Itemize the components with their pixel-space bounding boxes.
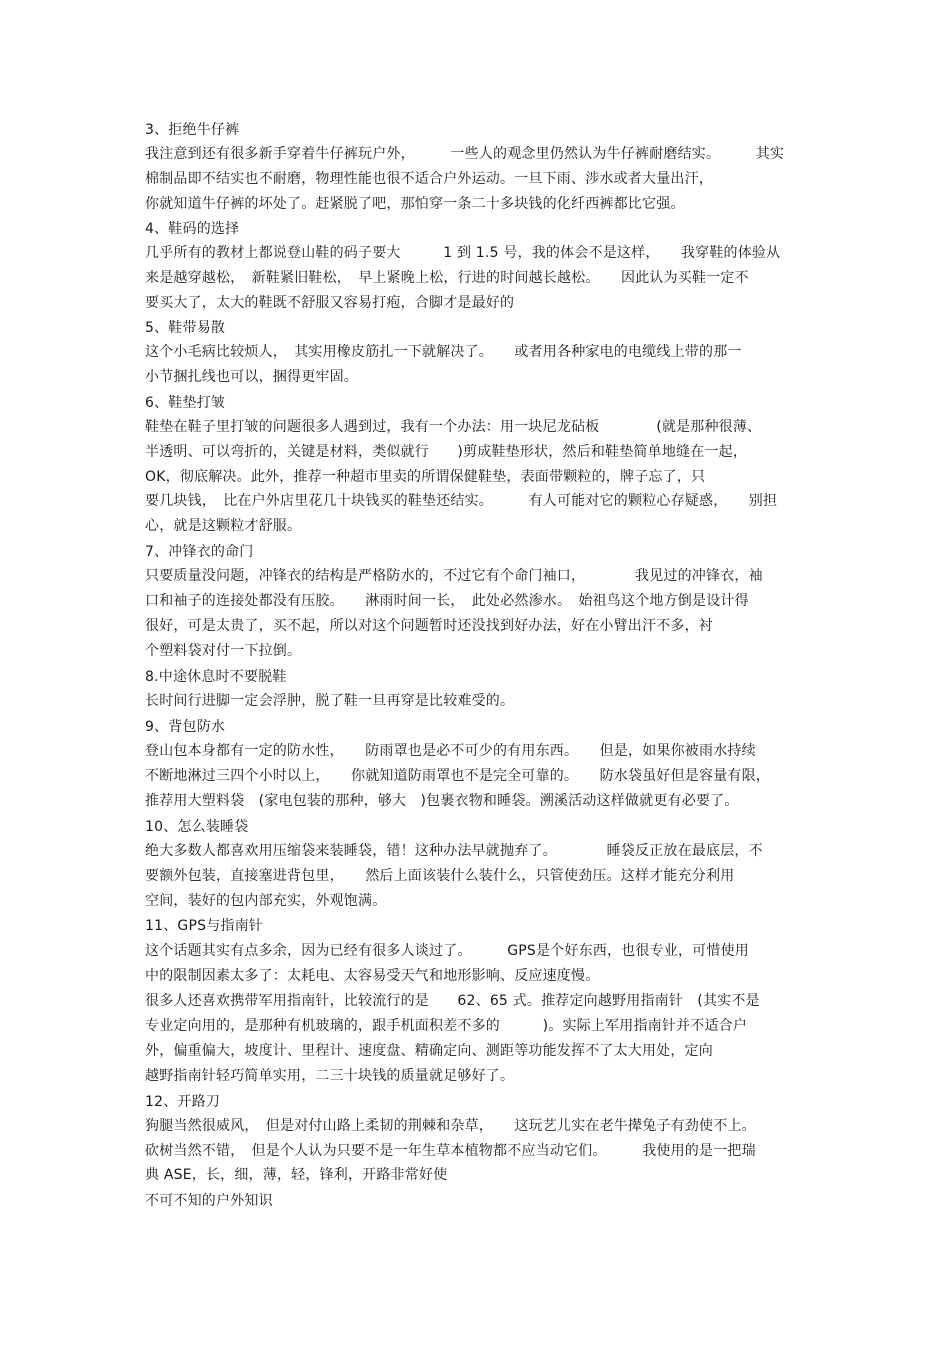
text-line: 越野指南针轻巧简单实用，二三十块钱的质量就足够好了。 xyxy=(145,1068,515,1084)
heading-jacket: 7、冲锋衣的命门 xyxy=(145,544,254,560)
text-line: 半透明、可以弯折的，关键是材料，类似就行 )剪成鞋垫形状，然后和鞋垫简单地缝在一起， xyxy=(145,444,748,460)
text-line: 你就知道牛仔裤的坏处了。赶紧脱了吧，那怕穿一条二十多块钱的化纤西裤都比它强。 xyxy=(145,196,685,212)
text-line: 我注意到还有很多新手穿着牛仔裤玩户外， 一些人的观念里仍然认为牛仔裤耐磨结实。 其实 xyxy=(145,146,785,162)
heading-shoelaces: 5、鞋带易散 xyxy=(145,320,226,336)
text-line: 绝大多数人都喜欢用压缩袋来装睡袋，错！这种办法早就抛弃了。 睡袋反正放在最底层，不 xyxy=(145,843,763,859)
text-line: 小节捆扎线也可以，捆得更牢固。 xyxy=(145,369,358,385)
text-line: 很多人还喜欢携带军用指南针，比较流行的是 62、65 式。推荐定向越野用指南针 (其实不是 xyxy=(145,993,760,1009)
text-line: 心，就是这颗粒才舒服。 xyxy=(145,518,302,534)
heading-machete: 12、开路刀 xyxy=(145,1094,221,1110)
text-line: 来是越穿越松， 新鞋紧旧鞋松， 早上紧晚上松，行进的时间越长越松。 因此认为买鞋一定不 xyxy=(145,270,749,286)
text-line: 外，偏重偏大，坡度计、里程计、速度盘、精确定向、测距等功能发挥不了太大用处，定向 xyxy=(145,1043,713,1059)
text-line: 砍树当然不错， 但是个人认为只要不是一年生草本植物都不应当动它们。 我使用的是一把瑞 xyxy=(145,1143,756,1159)
text-line: 登山包本身都有一定的防水性， 防雨罩也是必不可少的有用东西。 但是，如果你被雨水持续 xyxy=(145,743,756,759)
text-line: 很好，可是太贵了，买不起，所以对这个问题暂时还没找到好办法，好在小臂出汗不多，衬 xyxy=(145,618,713,634)
text-line: 要额外包装，直接塞进背包里， 然后上面该装什么装什么，只管使劲压。这样才能充分利用 xyxy=(145,868,735,884)
text-line: 狗腿当然很威风， 但是对付山路上柔韧的荆棘和杂草， 这玩艺儿实在老牛撵兔子有劲使不上。 xyxy=(145,1118,756,1134)
text-line: 推荐用大塑料袋 (家电包装的那种，够大 )包裹衣物和睡袋。溯溪活动这样做就更有必要了。 xyxy=(145,793,739,809)
text-line: 棉制品即不结实也不耐磨，物理性能也很不适合户外运动。一旦下雨、涉水或者大量出汗， xyxy=(145,171,713,187)
heading-backpack: 9、背包防水 xyxy=(145,719,226,735)
text-line: 几乎所有的教材上都说登山鞋的码子要大 1 到 1.5 号，我的体会不是这样， 我穿鞋的体验从 xyxy=(145,245,781,261)
text-line: 典 ASE，长，细，薄，轻，锋利，开路非常好使 xyxy=(145,1167,448,1183)
heading-jeans: 3、拒绝牛仔裤 xyxy=(145,122,240,138)
text-line: 口和袖子的连接处都没有压胶。 淋雨时间一长， 此处必然渗水。 始祖鸟这个地方倒是设计得 xyxy=(145,593,749,609)
text-line: 只要质量没问题，冲锋衣的结构是严格防水的，不过它有个命门袖口， 我见过的冲锋衣，袖 xyxy=(145,568,763,584)
heading-sleeping-bag: 10、怎么装睡袋 xyxy=(145,819,249,835)
text-line: 要买大了，太大的鞋既不舒服又容易打疱，合脚才是最好的 xyxy=(145,295,515,311)
heading-insoles: 6、鞋垫打皱 xyxy=(145,395,226,411)
text-line: 个塑料袋对付一下拉倒。 xyxy=(145,643,302,659)
text-line: 中的限制因素太多了：太耗电、太容易受天气和地形影响、反应速度慢。 xyxy=(145,968,600,984)
document-footer-title: 不可不知的户外知识 xyxy=(145,1193,273,1209)
text-line: 空间，装好的包内部充实，外观饱满。 xyxy=(145,893,387,909)
heading-gps: 11、GPS与指南针 xyxy=(145,918,263,934)
text-line: 这个话题其实有点多余，因为已经有很多人谈过了。 GPS是个好东西，也很专业，可惜使用 xyxy=(145,943,749,959)
heading-rest: 8.中途休息时不要脱鞋 xyxy=(145,669,287,685)
text-line: OK，彻底解决。此外，推荐一种超市里卖的所谓保健鞋垫，表面带颗粒的，牌子忘了，只 xyxy=(145,469,706,485)
text-line: 专业定向用的，是那种有机玻璃的，跟手机面积差不多的 )。实际上军用指南针并不适合户 xyxy=(145,1018,748,1034)
text-line: 不断地淋过三四个小时以上， 你就知道防雨罩也不是完全可靠的。 防水袋虽好但是容量有限， xyxy=(145,768,770,784)
text-line: 要几块钱， 比在户外店里花几十块钱买的鞋垫还结实。 有人可能对它的颗粒心存疑惑， 别担 xyxy=(145,493,778,509)
text-line: 这个小毛病比较烦人， 其实用橡皮筋扎一下就解决了。 或者用各种家电的电缆线上带的那一 xyxy=(145,344,742,360)
text-line: 鞋垫在鞋子里打皱的问题很多人遇到过，我有一个办法：用一块尼龙砧板 (就是那种很薄、 xyxy=(145,419,762,435)
heading-shoe-size: 4、鞋码的选择 xyxy=(145,221,240,237)
text-line: 长时间行进脚一定会浮肿，脱了鞋一旦再穿是比较难受的。 xyxy=(145,693,515,709)
